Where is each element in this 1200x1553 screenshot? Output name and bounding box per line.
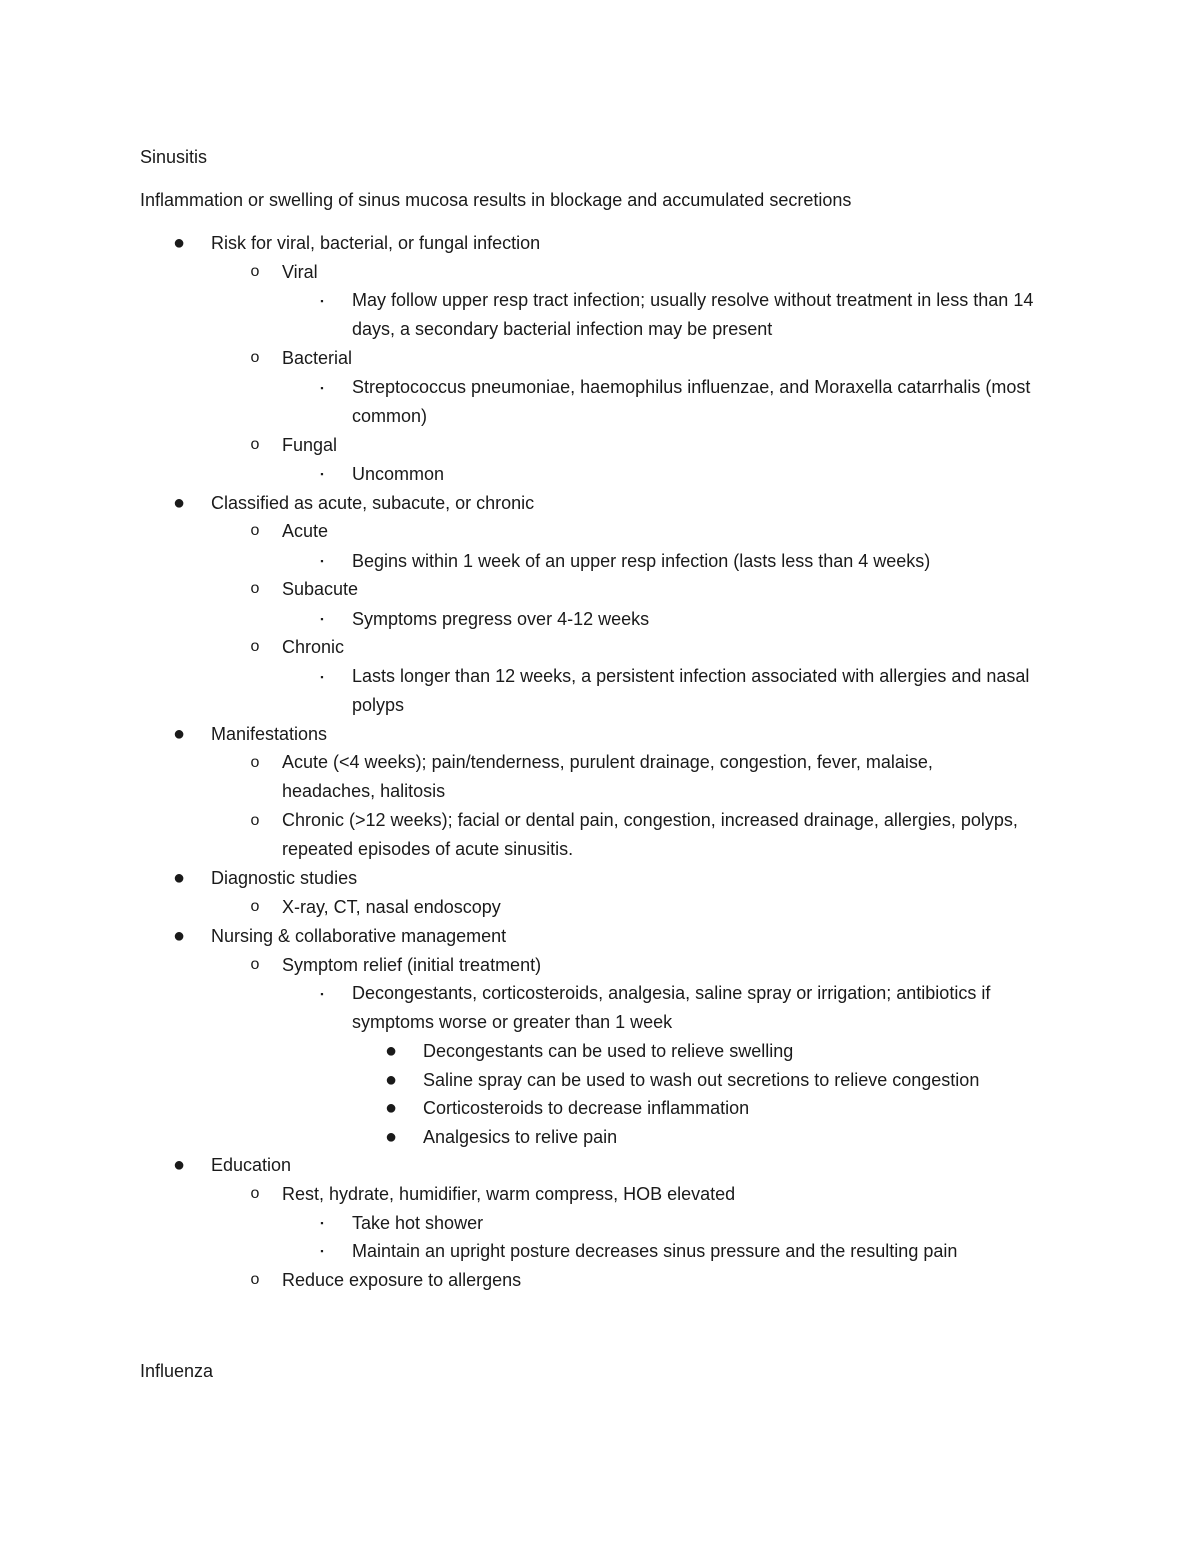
square-marker: ▪ (320, 1218, 324, 1228)
education-item: Education (211, 1155, 292, 1175)
circle-marker: o (250, 1185, 260, 1202)
nursing-sub-item: Saline spray can be used to wash out secretions to relieve congestion (423, 1070, 980, 1090)
bacterial-detail: Streptococcus pneumoniae, haemophilus influenzae, and Moraxella catarrhalis (most common) (352, 377, 1031, 426)
classified-item: Classified as acute, subacute, or chronic (211, 493, 535, 513)
bacterial-item: Bacterial (282, 348, 353, 368)
fungal-item: Fungal (282, 435, 338, 455)
circle-marker: o (250, 436, 260, 453)
circle-marker: o (250, 898, 260, 915)
square-marker: ▪ (320, 614, 324, 624)
square-marker: ▪ (320, 383, 324, 393)
bullet-marker: ● (172, 492, 186, 514)
chronic-item: Chronic (282, 637, 345, 657)
circle-marker: o (250, 580, 260, 597)
risk-item: Risk for viral, bacterial, or fungal infection (211, 233, 541, 253)
circle-marker: o (250, 522, 260, 539)
circle-marker: o (250, 349, 260, 366)
circle-marker: o (250, 1271, 260, 1288)
circle-marker: o (250, 956, 260, 973)
nursing-item: Nursing & collaborative management (211, 926, 507, 946)
definition-text: Inflammation or swelling of sinus mucosa results in blockage and accumulated secretions (140, 190, 852, 210)
acute-detail: Begins within 1 week of an upper resp infection (lasts less than 4 weeks) (352, 551, 931, 571)
square-marker: ▪ (320, 1246, 324, 1256)
symptom-relief-item: Symptom relief (initial treatment) (282, 955, 542, 975)
nursing-detail: Decongestants, corticosteroids, analgesia, saline spray or irrigation; antibiotics if symptoms worse or greater than 1 week (352, 983, 991, 1032)
circle-marker: o (250, 638, 260, 655)
circle-marker: o (250, 263, 260, 280)
shower-item: Take hot shower (352, 1213, 484, 1233)
next-section-title: Influenza (140, 1361, 214, 1381)
bullet-marker: ● (384, 1126, 398, 1148)
manifestation-acute: Acute (<4 weeks); pain/tenderness, purulent drainage, congestion, fever, malaise, headaches, halitosis (282, 752, 933, 801)
square-marker: ▪ (320, 672, 324, 682)
diagnostic-detail: X-ray, CT, nasal endoscopy (282, 897, 501, 917)
rest-item: Rest, hydrate, humidifier, warm compress, HOB elevated (282, 1184, 736, 1204)
square-marker: ▪ (320, 556, 324, 566)
square-marker: ▪ (320, 296, 324, 306)
square-marker: ▪ (320, 469, 324, 479)
bullet-marker: ● (384, 1069, 398, 1091)
bullet-marker: ● (384, 1040, 398, 1062)
square-marker: ▪ (320, 989, 324, 999)
posture-item: Maintain an upright posture decreases sinus pressure and the resulting pain (352, 1241, 958, 1261)
nursing-sub-item: Decongestants can be used to relieve swelling (423, 1041, 794, 1061)
reduce-item: Reduce exposure to allergens (282, 1270, 522, 1290)
manifestations-item: Manifestations (211, 724, 328, 744)
bullet-marker: ● (172, 232, 186, 254)
subacute-item: Subacute (282, 579, 359, 599)
viral-item: Viral (282, 262, 318, 282)
nursing-sub-item: Analgesics to relive pain (423, 1127, 618, 1147)
page-title: Sinusitis (140, 147, 208, 167)
fungal-detail: Uncommon (352, 464, 445, 484)
bullet-marker: ● (172, 867, 186, 889)
chronic-detail: Lasts longer than 12 weeks, a persistent infection associated with allergies and nasal polyps (352, 666, 1030, 715)
circle-marker: o (250, 812, 260, 829)
circle-marker: o (250, 754, 260, 771)
viral-detail: May follow upper resp tract infection; usually resolve without treatment in less than 14 days, a secondary bacterial infection may be present (352, 290, 1034, 339)
bullet-marker: ● (172, 925, 186, 947)
manifestation-chronic: Chronic (>12 weeks); facial or dental pain, congestion, increased drainage, allergies, polyps, repeated episodes of acute sinusitis. (282, 810, 1018, 859)
bullet-marker: ● (172, 723, 186, 745)
diagnostic-item: Diagnostic studies (211, 868, 358, 888)
bullet-marker: ● (172, 1154, 186, 1176)
bullet-marker: ● (384, 1097, 398, 1119)
subacute-detail: Symptoms pregress over 4-12 weeks (352, 609, 650, 629)
acute-item: Acute (282, 521, 329, 541)
nursing-sub-item: Corticosteroids to decrease inflammation (423, 1098, 750, 1118)
